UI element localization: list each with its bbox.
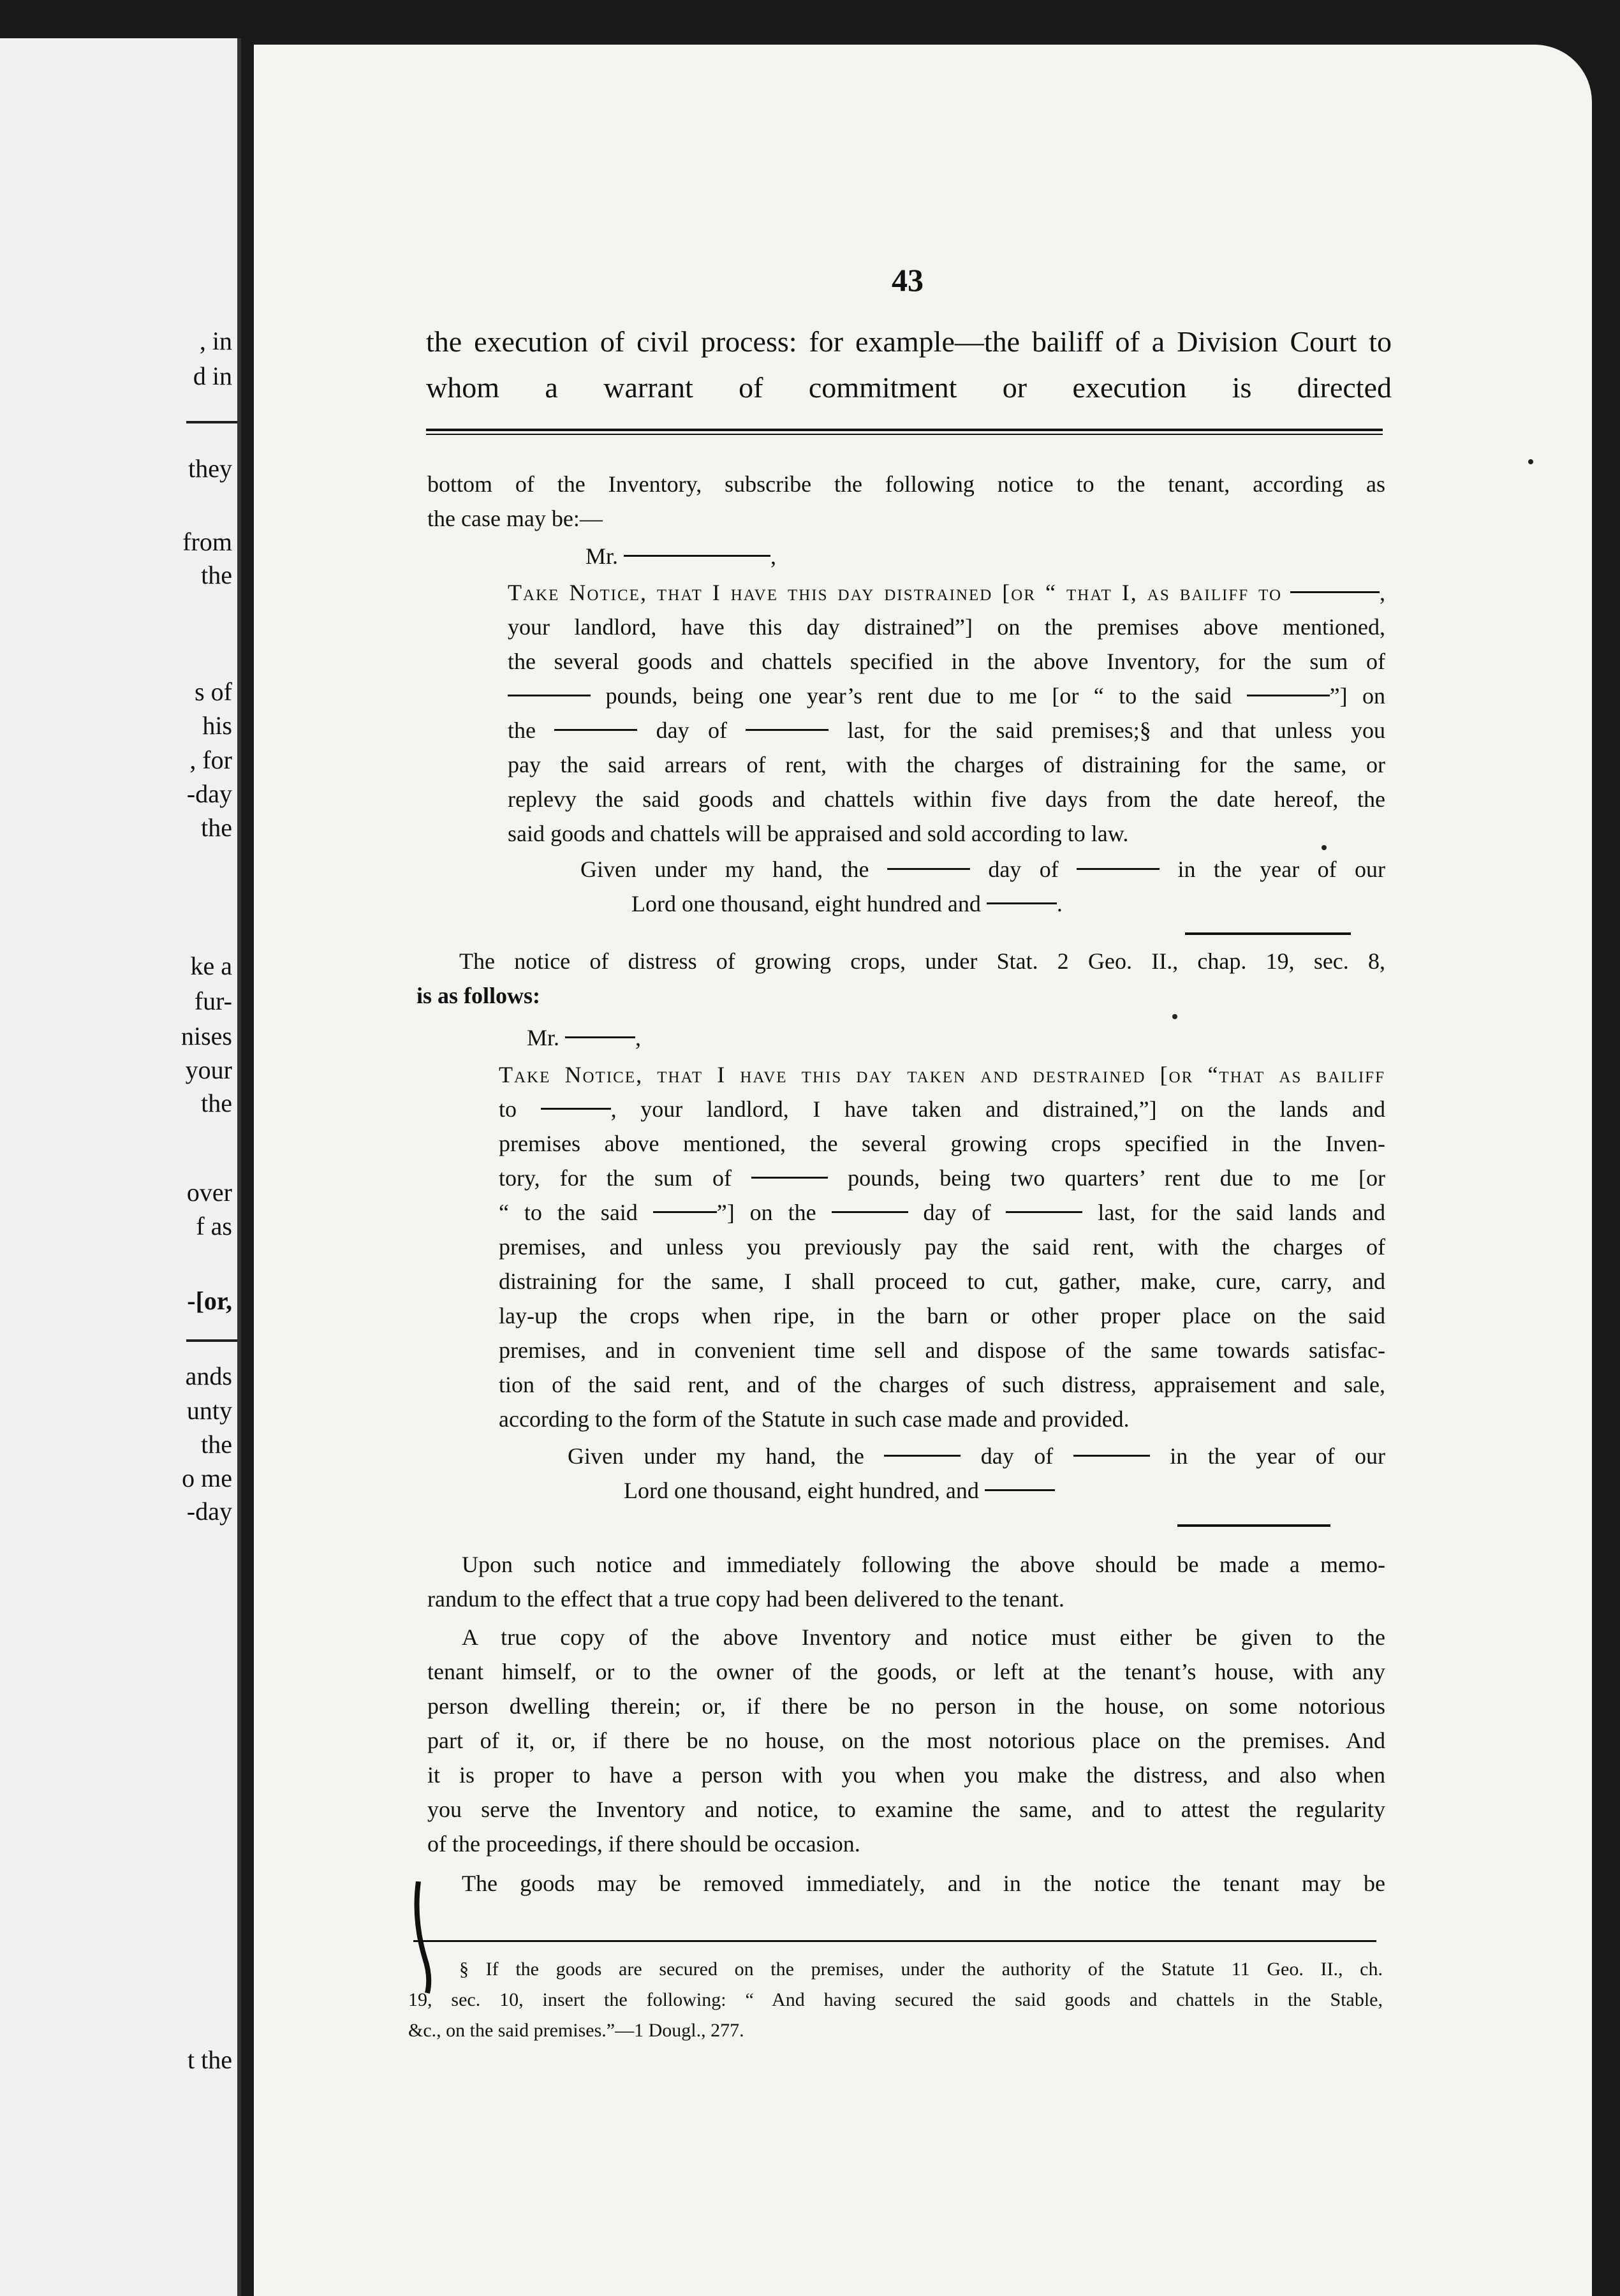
notice1-salutation: Mr. , xyxy=(585,543,777,569)
facing-page-fragment: the xyxy=(201,1089,232,1117)
facing-page-fragment: your xyxy=(185,1056,232,1084)
copy-paragraph-line: part of it, or, if there be no house, on the most notorious place on the premises. And xyxy=(427,1728,1385,1753)
ink-speck xyxy=(1528,459,1533,464)
signature-line xyxy=(1185,932,1351,935)
memo-paragraph-line: randum to the effect that a true copy had been delivered to the tenant. xyxy=(427,1586,1064,1612)
notice2-line: “ to the said ”] on the day of last, for the said lands and xyxy=(499,1200,1386,1225)
facing-page-fragment: nises xyxy=(181,1022,232,1050)
notice1-line: replevy the said goods and chattels within five days from the date hereof, the xyxy=(508,786,1385,812)
facing-page xyxy=(0,38,241,2296)
copy-paragraph-line: person dwelling therein; or, if there be no person in the house, on some notorious xyxy=(427,1693,1385,1719)
facing-page-rule xyxy=(186,1339,237,1342)
notice1-line: pounds, being one year’s rent due to me [or “ to the said ”] on xyxy=(508,679,1385,713)
ink-speck xyxy=(1172,1014,1177,1019)
facing-page-rule xyxy=(186,421,237,423)
notice1-given: Given under my hand, the day of in the year of our xyxy=(580,857,1386,882)
crops-intro-line: The notice of distress of growing crops, under Stat. 2 Geo. II., chap. 19, sec. 8, xyxy=(459,948,1385,974)
notice2-line: premises above mentioned, the several growing crops specified in the Inven- xyxy=(499,1131,1385,1156)
facing-page-fragment: ke a xyxy=(190,952,232,980)
facing-page-fragment: s of xyxy=(195,677,232,706)
intro-line: bottom of the Inventory, subscribe the following notice to the tenant, according as xyxy=(427,471,1385,497)
ink-speck xyxy=(1322,845,1327,850)
facing-page-fragment: fur- xyxy=(194,987,232,1015)
facing-page-fragment: f as xyxy=(196,1212,232,1240)
notice1-line: your landlord, have this day distrained”] on the premises above mentioned, xyxy=(508,614,1385,640)
crops-intro-line: is as follows: xyxy=(416,983,541,1008)
copy-paragraph-line: A true copy of the above Inventory and notice must either be given to the xyxy=(462,1624,1385,1650)
facing-page-fragment: -day xyxy=(186,779,232,808)
footnote-line: 19, sec. 10, insert the following: “ And having secured the said goods and chattels in the Stable, xyxy=(408,1989,1383,2010)
intro-line: the case may be:— xyxy=(427,506,603,531)
notice2-lord: Lord one thousand, eight hundred, and xyxy=(624,1473,1198,1508)
notice2-salutation: Mr. , xyxy=(527,1025,642,1050)
copy-paragraph-line: it is proper to have a person with you when you make the distress, and also when xyxy=(427,1762,1385,1788)
facing-page-fragment: , for xyxy=(189,746,232,774)
page-number: 43 xyxy=(892,262,924,298)
facing-page-fragment: from xyxy=(182,527,232,556)
copy-paragraph-line: tenant himself, or to the owner of the goods, or left at the tenant’s house, with any xyxy=(427,1659,1385,1684)
copy-paragraph-line: of the proceedings, if there should be occasion. xyxy=(427,1831,860,1857)
facing-page-fragment: the xyxy=(201,813,232,842)
notice2-line: premises, and unless you previously pay the said rent, with the charges of xyxy=(499,1234,1385,1260)
notice2-line: premises, and in convenient time sell and dispose of the same towards satisfac- xyxy=(499,1337,1385,1363)
facing-page-fragment: the xyxy=(201,561,232,589)
notice2-line: according to the form of the Statute in such case made and provided. xyxy=(499,1406,1130,1432)
running-header: the execution of civil process: for example—the bailiff of a Division Court to whom a warrant of commitment or execution is directed xyxy=(426,325,1392,404)
facing-page-fragment: t the xyxy=(188,2045,232,2074)
copy-paragraph-line: you serve the Inventory and notice, to examine the same, and to attest the regularity xyxy=(427,1797,1385,1822)
facing-page-fragment: unty xyxy=(186,1396,232,1425)
memo-paragraph-line: Upon such notice and immediately following the above should be made a memo- xyxy=(462,1552,1385,1577)
notice1-line: said goods and chattels will be appraised and sold according to law. xyxy=(508,821,1129,846)
header-rule-thin xyxy=(426,434,1383,435)
book-page xyxy=(254,45,1592,2296)
footnote-line: § If the goods are secured on the premises, under the authority of the Statute 11 Geo. II., ch. xyxy=(459,1959,1383,1980)
facing-page-fragment: , in xyxy=(199,327,232,355)
notice2-line: to , your landlord, I have taken and distrained,”] on the lands and xyxy=(499,1096,1386,1122)
ink-stroke-mark xyxy=(399,1881,438,1996)
notice1-line: pay the said arrears of rent, with the charges of distraining for the same, or xyxy=(508,752,1385,777)
footnote-rule xyxy=(413,1940,1376,1942)
notice1-line: the day of last, for the said premises;§ and that unless you xyxy=(508,718,1386,743)
facing-page-fragment: -[or, xyxy=(187,1286,232,1315)
notice1-line: Take Notice, that I have this day distrained [or “ that I, as bailiff to , xyxy=(508,580,1385,605)
facing-page-fragment: his xyxy=(202,711,232,740)
footnote-line: &c., on the said premises.”—1 Dougl., 277. xyxy=(408,2020,744,2041)
signature-line xyxy=(1177,1524,1330,1527)
notice2-given: Given under my hand, the day of in the year of our xyxy=(568,1443,1386,1469)
notice2-line: tory, for the sum of pounds, being two quarters’ rent due to me [or xyxy=(499,1165,1386,1191)
facing-page-fragment: d in xyxy=(193,362,232,390)
notice2-line: distraining for the same, I shall proceed to cut, gather, make, cure, carry, and xyxy=(499,1269,1385,1294)
goods-paragraph-line: The goods may be removed immediately, and in the notice the tenant may be xyxy=(462,1871,1385,1896)
facing-page-fragment: -day xyxy=(186,1497,232,1526)
notice1-line: the several goods and chattels specified in the above Inventory, for the sum of xyxy=(508,649,1385,674)
notice2-line: lay-up the crops when ripe, in the barn or other proper place on the said xyxy=(499,1303,1385,1328)
header-rule xyxy=(426,429,1383,431)
notice1-lord: Lord one thousand, eight hundred and . xyxy=(631,891,1063,916)
facing-page-fragment: ands xyxy=(185,1362,232,1390)
facing-page-fragment: over xyxy=(186,1178,232,1207)
notice2-line: Take Notice, that I have this day taken and destrained [or “that as bailiff xyxy=(499,1062,1385,1087)
facing-page-fragment: o me xyxy=(182,1464,232,1492)
facing-page-fragment: they xyxy=(188,454,232,483)
facing-page-fragment: the xyxy=(201,1430,232,1459)
notice2-line: tion of the said rent, and of the charges of such distress, appraisement and sale, xyxy=(499,1372,1385,1397)
